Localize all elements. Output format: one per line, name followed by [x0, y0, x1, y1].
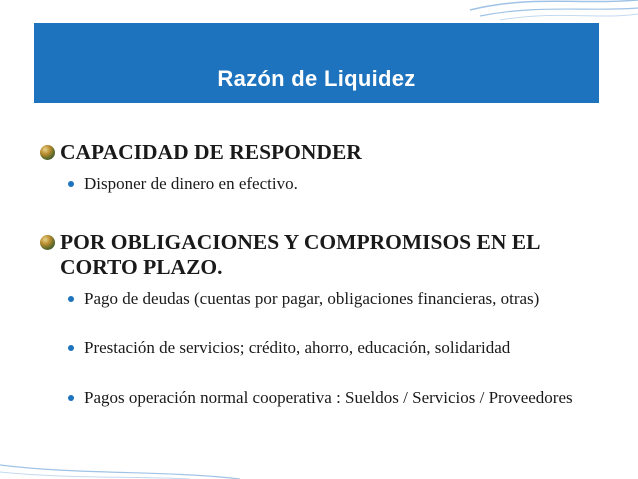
list-item — [66, 337, 586, 358]
list-item-text: Disponer de dinero en efectivo. — [84, 174, 298, 193]
sphere-bullet-icon — [40, 235, 55, 250]
heading-capacidad — [40, 140, 600, 165]
dot-bullet-icon — [68, 395, 74, 401]
list-item-text: Prestación de servicios; crédito, ahorro, educación, solidaridad — [84, 338, 511, 357]
list-item — [66, 387, 586, 408]
dot-bullet-icon — [68, 181, 74, 187]
dot-bullet-icon — [68, 345, 74, 351]
sphere-bullet-icon — [40, 145, 55, 160]
heading-obligaciones — [40, 230, 600, 280]
dot-bullet-icon — [68, 296, 74, 302]
list-item — [66, 288, 586, 309]
slide-title: Razón de Liquidez — [217, 66, 416, 91]
heading-2-text: POR OBLIGACIONES Y COMPROMISOS EN EL CORTO PLAZO. — [60, 230, 540, 279]
heading-1-text: CAPACIDAD DE RESPONDER — [60, 140, 362, 164]
list-item-text: Pagos operación normal cooperativa : Sueldos / Servicios / Proveedores — [84, 388, 573, 407]
list-item-text: Pago de deudas (cuentas por pagar, obligaciones financieras, otras) — [84, 289, 540, 308]
list-item — [66, 173, 586, 194]
